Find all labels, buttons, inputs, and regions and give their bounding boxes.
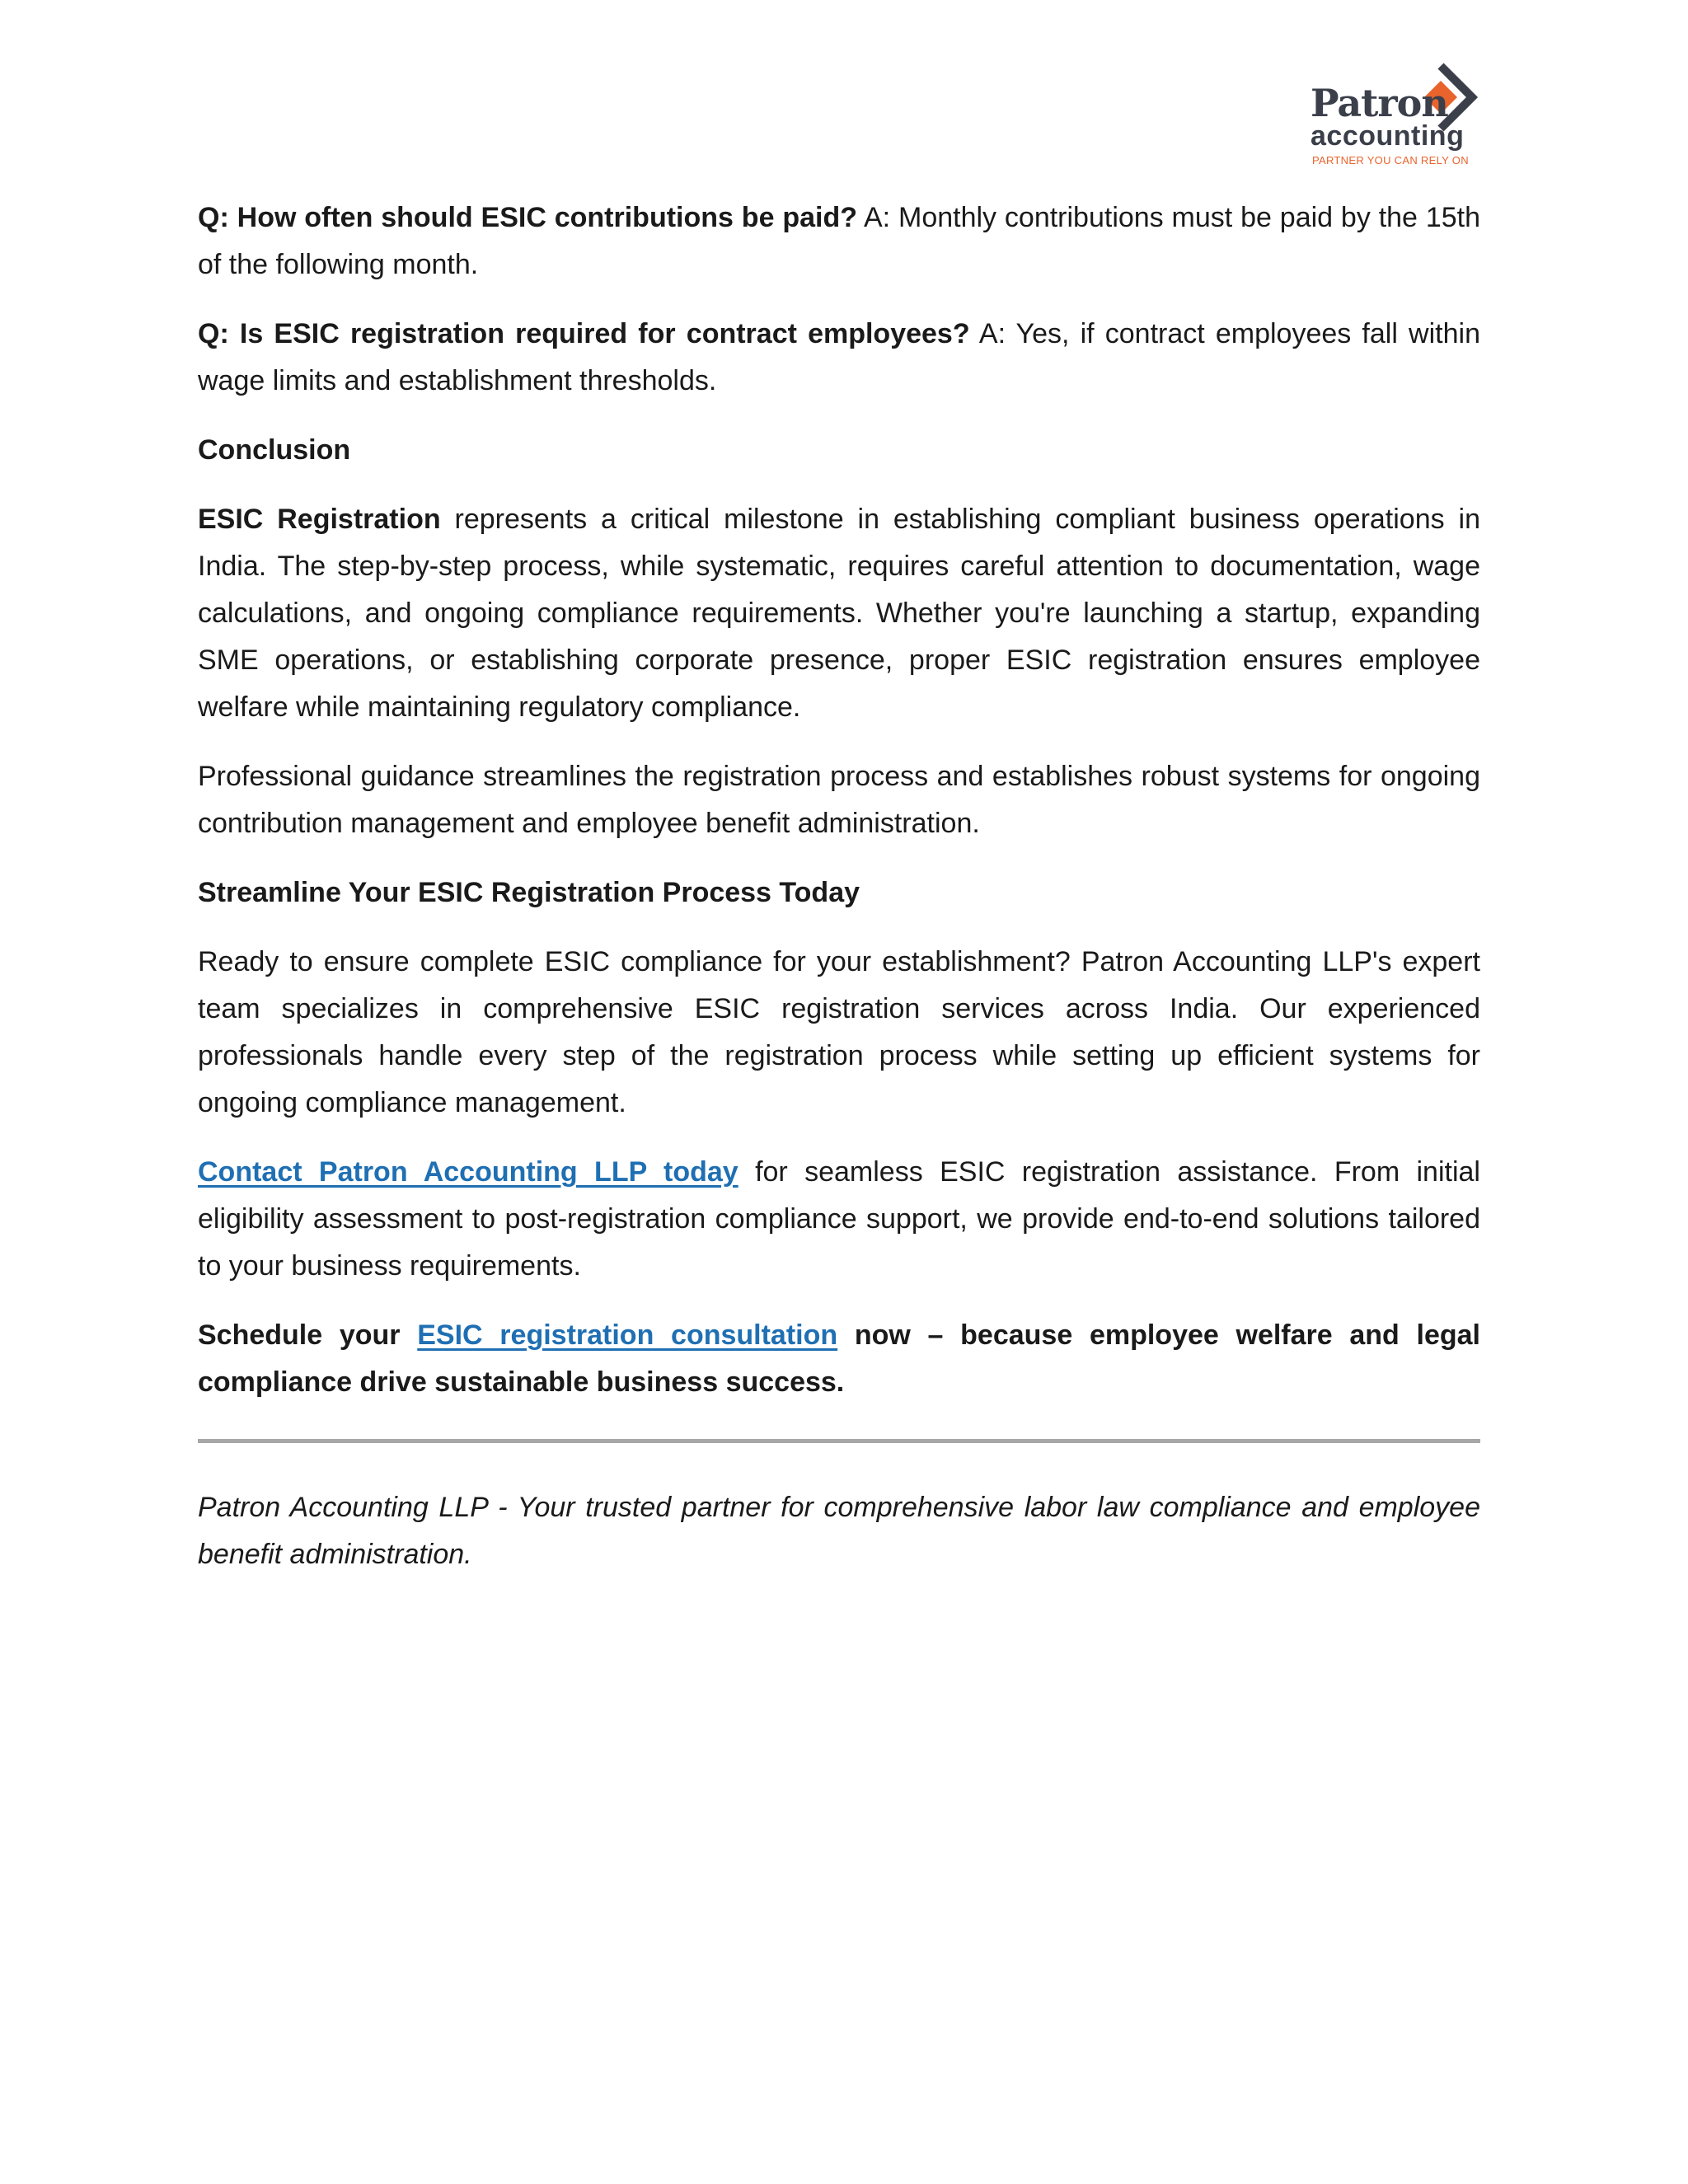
cta-paragraph: Ready to ensure complete ESIC compliance for your establishment? Patron Accounting LLP's expert team specializes in comprehensive ESIC registration services across India. Our experienced professionals handle every step of the registration process while setting up efficient systems for ongoing compliance management.	[198, 946, 1480, 1118]
contact-text: for seamless ESIC registration assistance. From initial eligibility assessment to post-registration compliance support, we provide end-to-end solutions tailored to your business requirements.	[198, 1156, 1480, 1282]
schedule-paragraph	[198, 1312, 1480, 1406]
logo-tagline: PARTNER YOU CAN RELY ON	[1312, 154, 1469, 166]
conclusion-paragraph	[198, 496, 1480, 731]
contact-paragraph	[198, 1149, 1480, 1290]
horizontal-divider	[198, 1439, 1480, 1443]
schedule-post: now – because employee welfare and legal compliance drive sustainable business success.	[198, 1319, 1480, 1398]
conclusion-lead-bold: ESIC Registration	[198, 504, 441, 535]
faq-question: Q: Is ESIC registration required for contract employees?	[198, 318, 970, 349]
consultation-link[interactable]: ESIC registration consultation	[417, 1319, 838, 1351]
contact-link[interactable]: Contact Patron Accounting LLP today	[198, 1156, 738, 1188]
conclusion-heading: Conclusion	[198, 434, 351, 466]
conclusion-paragraph-2: Professional guidance streamlines the registration process and establishes robust systems for ongoing contribution management and employee benefit administration.	[198, 761, 1480, 839]
faq-item	[198, 194, 1480, 288]
faq-answer: A: Monthly contributions must be paid by the 15th of the following month.	[198, 202, 1481, 280]
footer-note: Patron Accounting LLP - Your trusted partner for comprehensive labor law compliance and employee benefit administration.	[198, 1492, 1480, 1570]
schedule-pre: Schedule your	[198, 1319, 418, 1351]
conclusion-lead-text: represents a critical milestone in establishing compliant business operations in India. The step-by-step process, while systematic, requires careful attention to documentation, wage calculations, and ongoing compliance requirements. Whether you're launching a startup, expanding SME operations, or establishing corporate presence, proper ESIC registration ensures employee welfare while maintaining regulatory compliance.	[198, 504, 1480, 723]
faq-item	[198, 311, 1480, 405]
logo-name: Patron	[1311, 81, 1448, 125]
logo-subtitle: accounting	[1311, 120, 1465, 152]
cta-heading: Streamline Your ESIC Registration Process Today	[198, 877, 860, 908]
patron-accounting-logo	[1311, 63, 1500, 170]
faq-question: Q: How often should ESIC contributions be paid?	[198, 202, 858, 233]
faq-answer: A: Yes, if contract employees fall within wage limits and establishment thresholds.	[198, 318, 1480, 396]
document-body	[198, 194, 1480, 1601]
